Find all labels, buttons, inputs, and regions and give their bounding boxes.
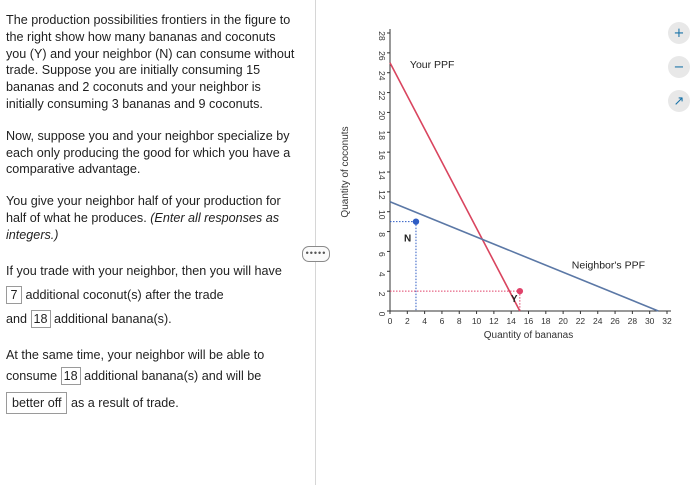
your-ppf-label: Your PPF bbox=[409, 58, 455, 71]
welfare-dropdown[interactable]: better off bbox=[6, 392, 67, 414]
y-tick-label: 2 bbox=[377, 291, 387, 297]
q2b-line bbox=[6, 391, 298, 415]
y-tick-label: 4 bbox=[377, 271, 387, 277]
x-tick-label: 18 bbox=[541, 316, 551, 326]
y-tick-label: 12 bbox=[377, 190, 387, 200]
neighbor-ppf-label: Neighbor's PPF bbox=[571, 259, 645, 272]
zoom-out-glyph: − bbox=[673, 59, 685, 75]
question-trade bbox=[6, 193, 298, 243]
q2-prefix: At the same time, your neighbor will be able to consume bbox=[6, 347, 265, 383]
q1b-prefix: and bbox=[6, 311, 28, 326]
x-tick-label: 8 bbox=[456, 316, 462, 326]
y-tick-label: 18 bbox=[377, 130, 387, 141]
your-ppf-line bbox=[390, 63, 520, 311]
coconut-answer-field[interactable]: 7 bbox=[6, 286, 22, 304]
x-tick-label: 16 bbox=[523, 316, 534, 326]
banana-answer-field[interactable]: 18 bbox=[31, 310, 51, 328]
x-tick-label: 12 bbox=[489, 316, 499, 326]
neighbor-banana-answer-field[interactable]: 18 bbox=[61, 367, 81, 385]
graph-toolbar bbox=[668, 22, 694, 124]
y-tick-label: 22 bbox=[377, 90, 387, 101]
panel-resize-handle[interactable]: ••••• bbox=[302, 246, 330, 262]
popout-glyph: ↗ bbox=[673, 93, 685, 109]
x-tick-label: 6 bbox=[439, 316, 445, 326]
x-tick-label: 20 bbox=[558, 316, 568, 326]
q2-line bbox=[6, 345, 298, 387]
ppf-chart bbox=[318, 0, 672, 360]
question-intro: The production possibilities frontiers in the figure to the right show how many bananas and coconuts you (Y) and your neighbor (N) can consume without trade. Suppose you are initially consuming 15 bananas and 2 coconuts and your neighbor is initially consuming 3 bananas and 9 coconuts. bbox=[6, 13, 295, 111]
y-tick-label: 24 bbox=[377, 70, 387, 81]
integer-hint: (Enter all responses as integers.) bbox=[6, 210, 280, 242]
y-axis-label: Quantity of coconuts bbox=[340, 126, 351, 218]
zoom-in-glyph: + bbox=[673, 25, 685, 41]
y-tick-label: 8 bbox=[377, 232, 387, 237]
neighbor-ppf-line bbox=[390, 202, 658, 311]
y-tick-label: 14 bbox=[377, 170, 387, 180]
x-tick-label: 2 bbox=[404, 316, 410, 326]
q1-suffix: additional coconut(s) after the trade bbox=[25, 287, 224, 302]
q2-end: as a result of trade. bbox=[70, 395, 179, 410]
y-tick-label: 26 bbox=[377, 51, 387, 61]
popout-icon[interactable] bbox=[668, 90, 690, 112]
y-tick-label: 6 bbox=[377, 252, 387, 257]
x-tick-label: 22 bbox=[575, 316, 586, 326]
trade-text: You give your neighbor half of your production for half of what he produces. bbox=[6, 194, 281, 225]
q1b-suffix: additional banana(s). bbox=[54, 311, 172, 326]
q1-prefix: If you trade with your neighbor, then you will have bbox=[6, 263, 282, 278]
q2-suffix: additional banana(s) and will be bbox=[84, 368, 262, 383]
x-tick-label: 4 bbox=[422, 316, 427, 326]
question-specialize: Now, suppose you and your neighbor specialize by each only producing the good for which you have a comparative advantage. bbox=[6, 128, 291, 177]
zoom-out-icon[interactable] bbox=[668, 56, 690, 78]
y-tick-label: 20 bbox=[377, 110, 387, 121]
question-panel bbox=[6, 12, 298, 415]
panel-divider bbox=[315, 0, 316, 485]
point-label-n: N bbox=[403, 233, 412, 245]
q1b-line bbox=[6, 307, 298, 331]
y-tick-label: 10 bbox=[377, 209, 387, 220]
y-tick-label: 0 bbox=[377, 311, 387, 317]
y-tick-label: 28 bbox=[377, 31, 387, 41]
x-tick-label: 10 bbox=[471, 316, 482, 326]
consumption-point-y bbox=[517, 288, 523, 294]
consumption-point-n bbox=[413, 218, 419, 224]
point-label-y: Y bbox=[510, 294, 518, 306]
x-tick-label: 24 bbox=[593, 316, 603, 326]
x-axis-label: Quantity of bananas bbox=[483, 330, 574, 341]
x-tick-label: 26 bbox=[610, 316, 620, 326]
x-tick-label: 30 bbox=[644, 316, 655, 326]
zoom-in-icon[interactable] bbox=[668, 22, 690, 44]
x-tick-label: 14 bbox=[506, 316, 516, 326]
x-tick-label: 0 bbox=[387, 316, 393, 326]
x-tick-label: 32 bbox=[662, 316, 672, 326]
q1-line bbox=[6, 259, 298, 307]
x-tick-label: 28 bbox=[627, 316, 638, 326]
y-tick-label: 16 bbox=[377, 150, 387, 160]
